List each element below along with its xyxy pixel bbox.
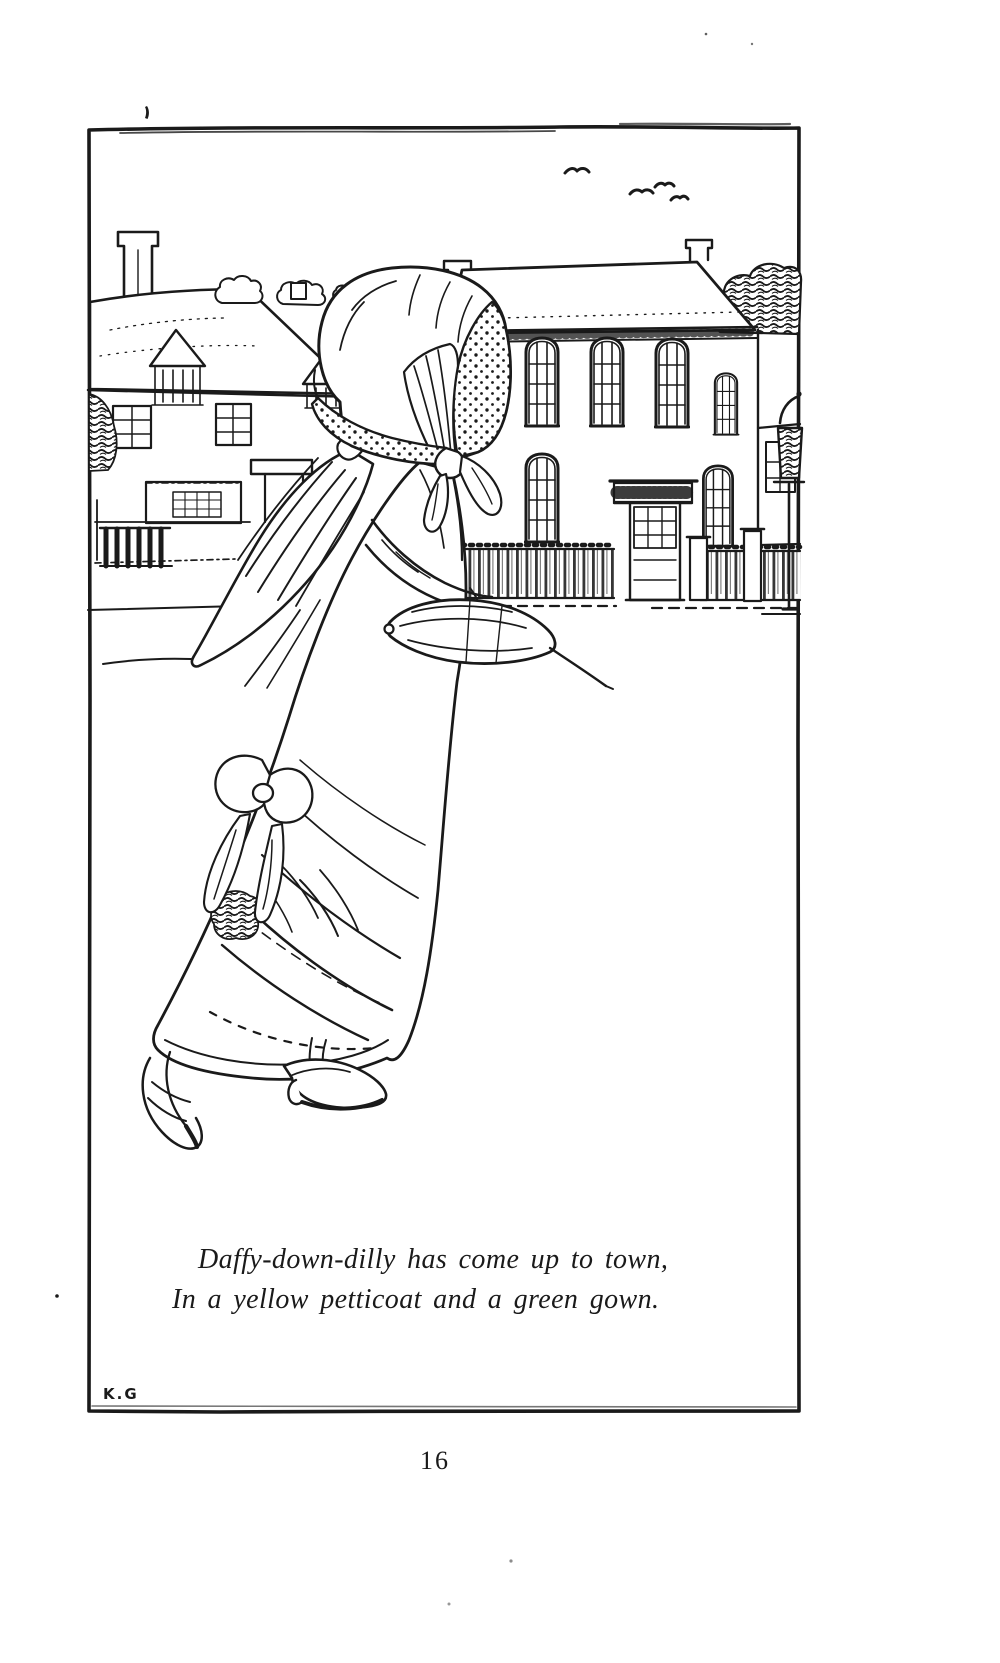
page-number: 16 bbox=[420, 1446, 450, 1475]
caption-line-2: In a yellow petticoat and a green gown. bbox=[172, 1284, 660, 1315]
artist-signature: K.G bbox=[103, 1385, 139, 1403]
caption-line-1: Daffy-down-dilly has come up to town, bbox=[198, 1244, 669, 1275]
birds bbox=[565, 168, 688, 200]
